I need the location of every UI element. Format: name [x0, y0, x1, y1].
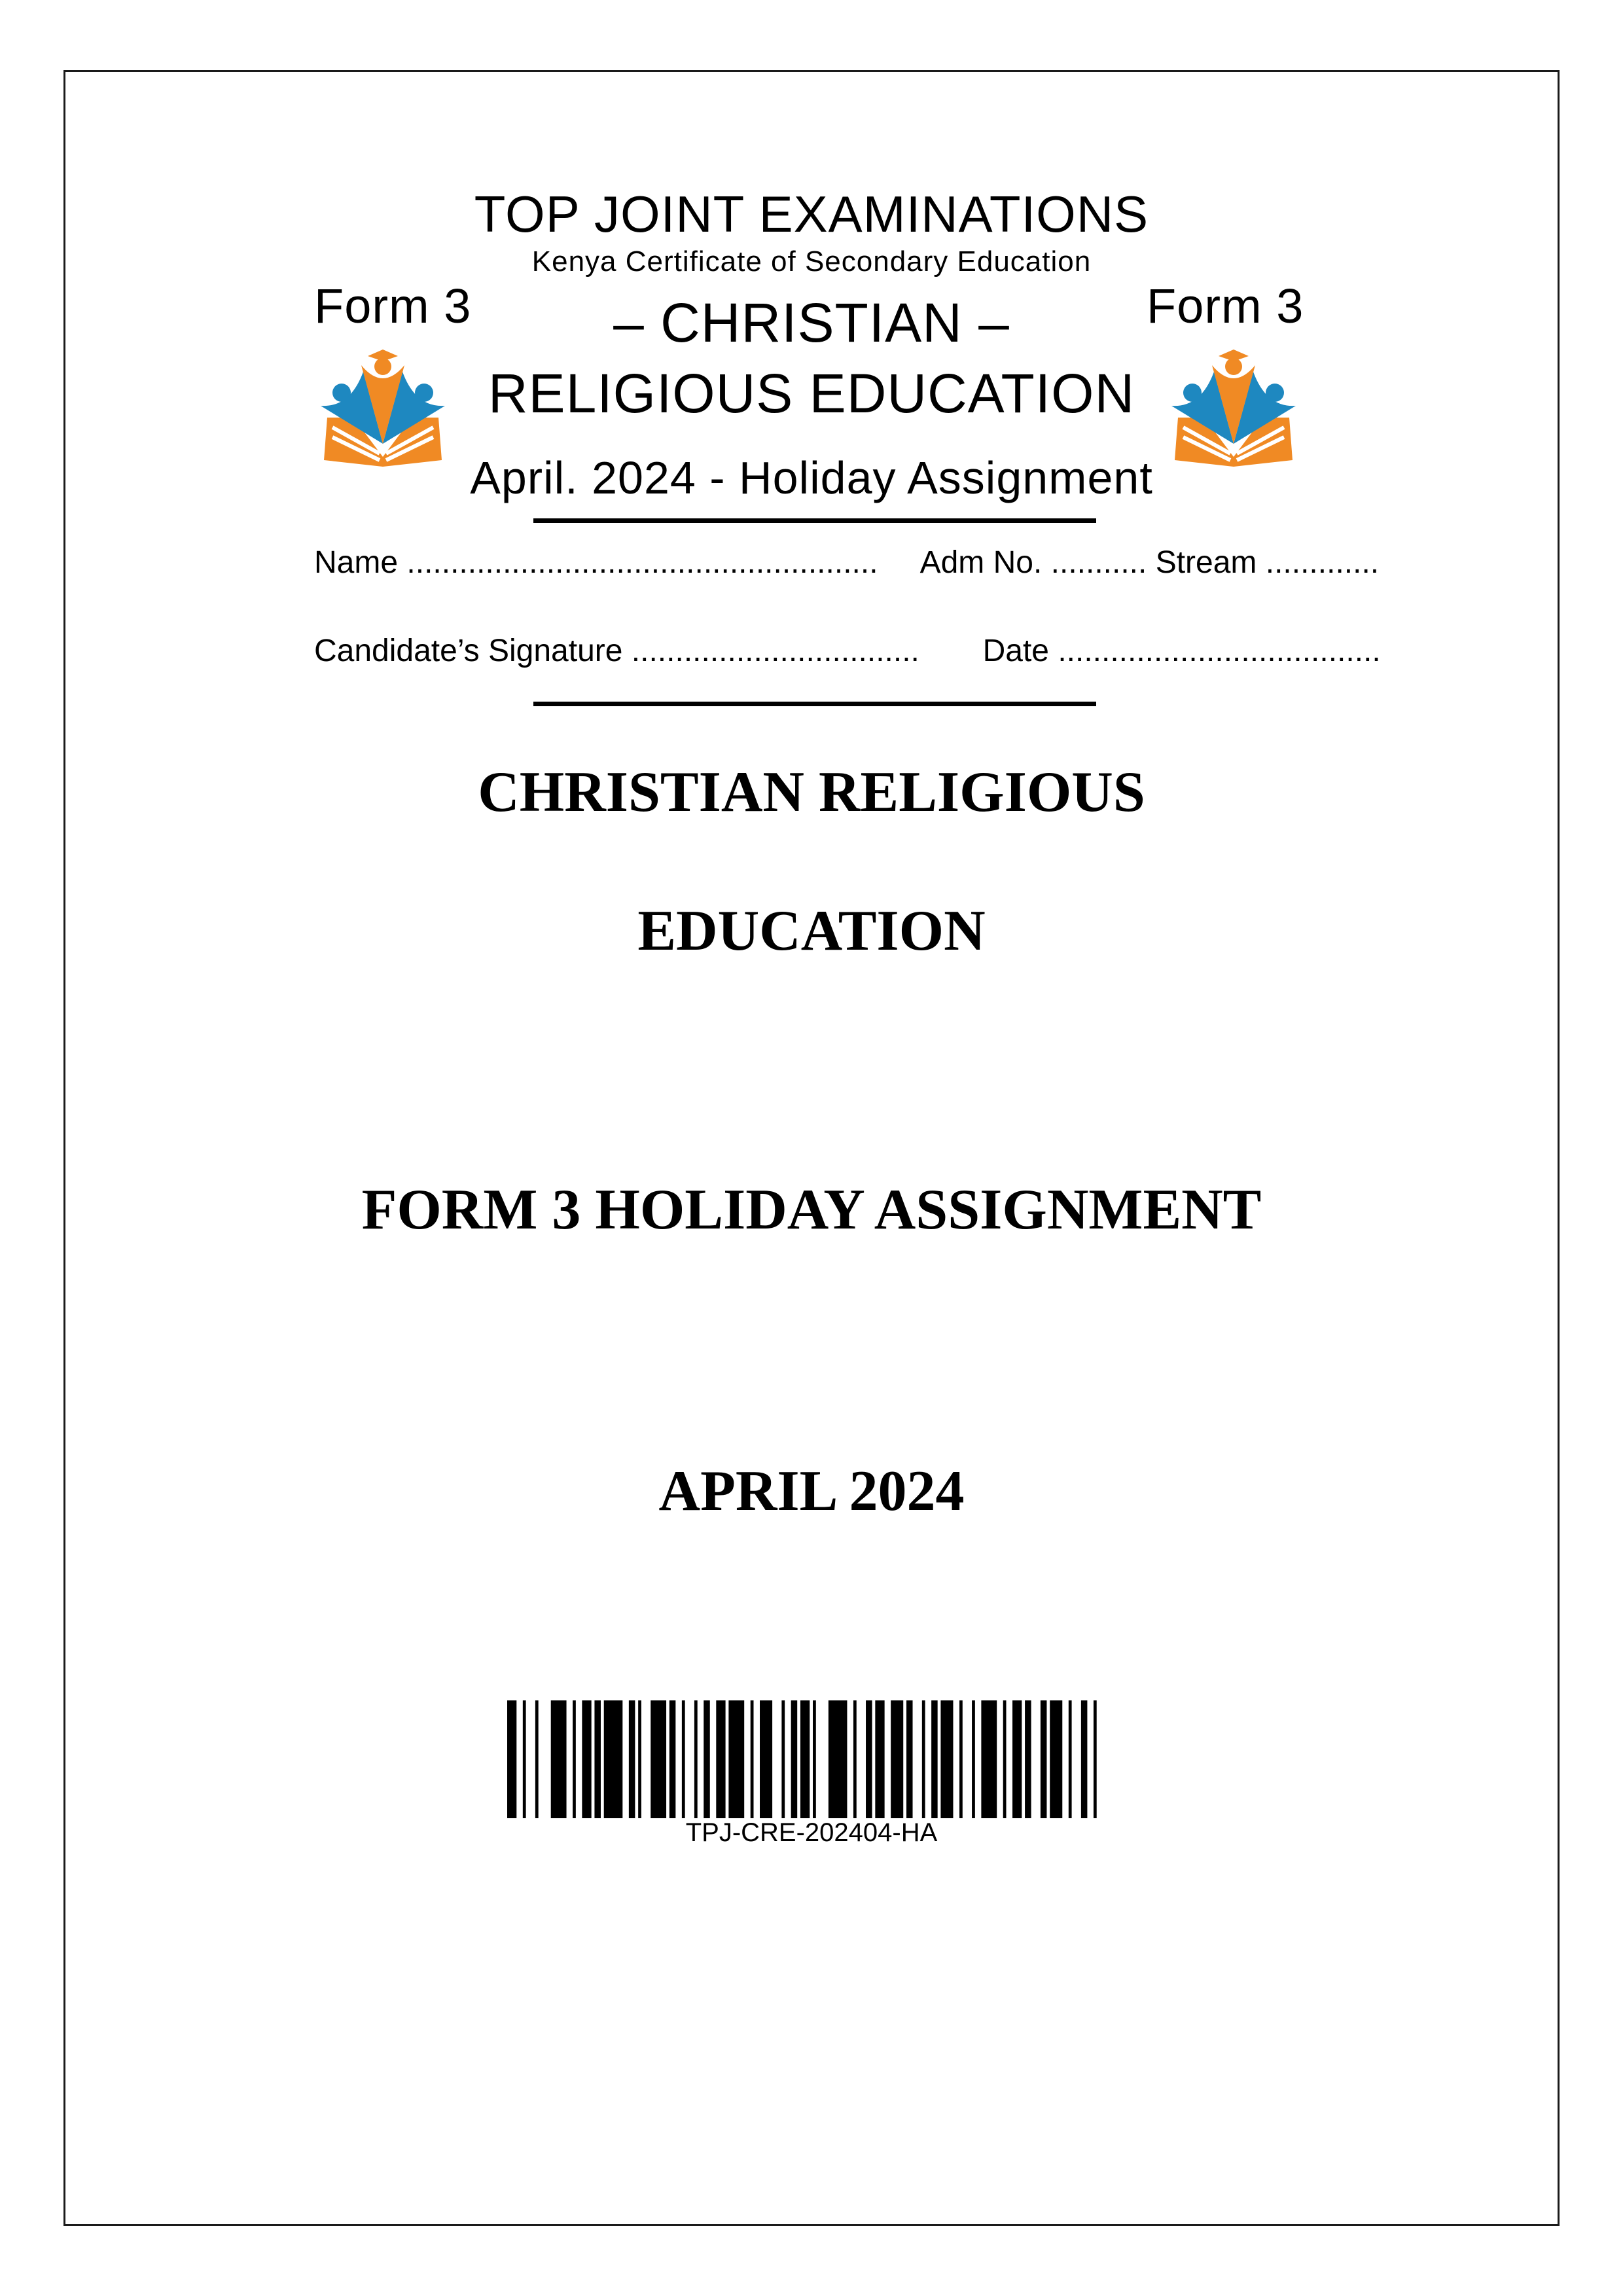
date-field[interactable]: .....................................	[1058, 634, 1381, 668]
name-field[interactable]: ......................................................	[406, 545, 878, 580]
signature-row	[314, 633, 1381, 669]
date-label: Date	[982, 634, 1049, 668]
signature-label: Candidate’s Signature	[314, 634, 623, 668]
header-divider	[533, 518, 1096, 523]
signature-field[interactable]: .................................	[631, 634, 919, 668]
fields-divider	[533, 702, 1096, 706]
barcode-caption: TPJ-CRE-202404-HA	[685, 1818, 938, 1847]
organization-subtitle: Kenya Certificate of Secondary Education	[531, 245, 1092, 278]
subject-heading-line2: RELIGIOUS EDUCATION	[488, 363, 1135, 424]
date-title: APRIL 2024	[658, 1460, 965, 1523]
subject-title-line1: CHRISTIAN RELIGIOUS	[478, 761, 1145, 824]
stream-label: Stream	[1155, 545, 1257, 580]
adm-no-label: Adm No.	[919, 545, 1043, 580]
form-level-right: Form 3	[1147, 279, 1304, 333]
candidate-info-row	[314, 545, 1379, 581]
subject-title-line2: EDUCATION	[637, 899, 986, 963]
stream-field[interactable]: .............	[1265, 545, 1380, 580]
organization-title: TOP JOINT EXAMINATIONS	[474, 185, 1149, 243]
subject-heading-line1: – CHRISTIAN –	[613, 292, 1010, 353]
assignment-title: FORM 3 HOLIDAY ASSIGNMENT	[361, 1178, 1262, 1242]
education-book-logo-icon	[314, 346, 452, 467]
form-level-left: Form 3	[314, 279, 472, 333]
assignment-heading: April. 2024 - Holiday Assignment	[470, 452, 1153, 503]
adm-no-field[interactable]: ...........	[1050, 545, 1147, 580]
education-book-logo-icon	[1165, 346, 1302, 467]
barcode-icon	[507, 1700, 1106, 1818]
name-label: Name	[314, 545, 399, 580]
